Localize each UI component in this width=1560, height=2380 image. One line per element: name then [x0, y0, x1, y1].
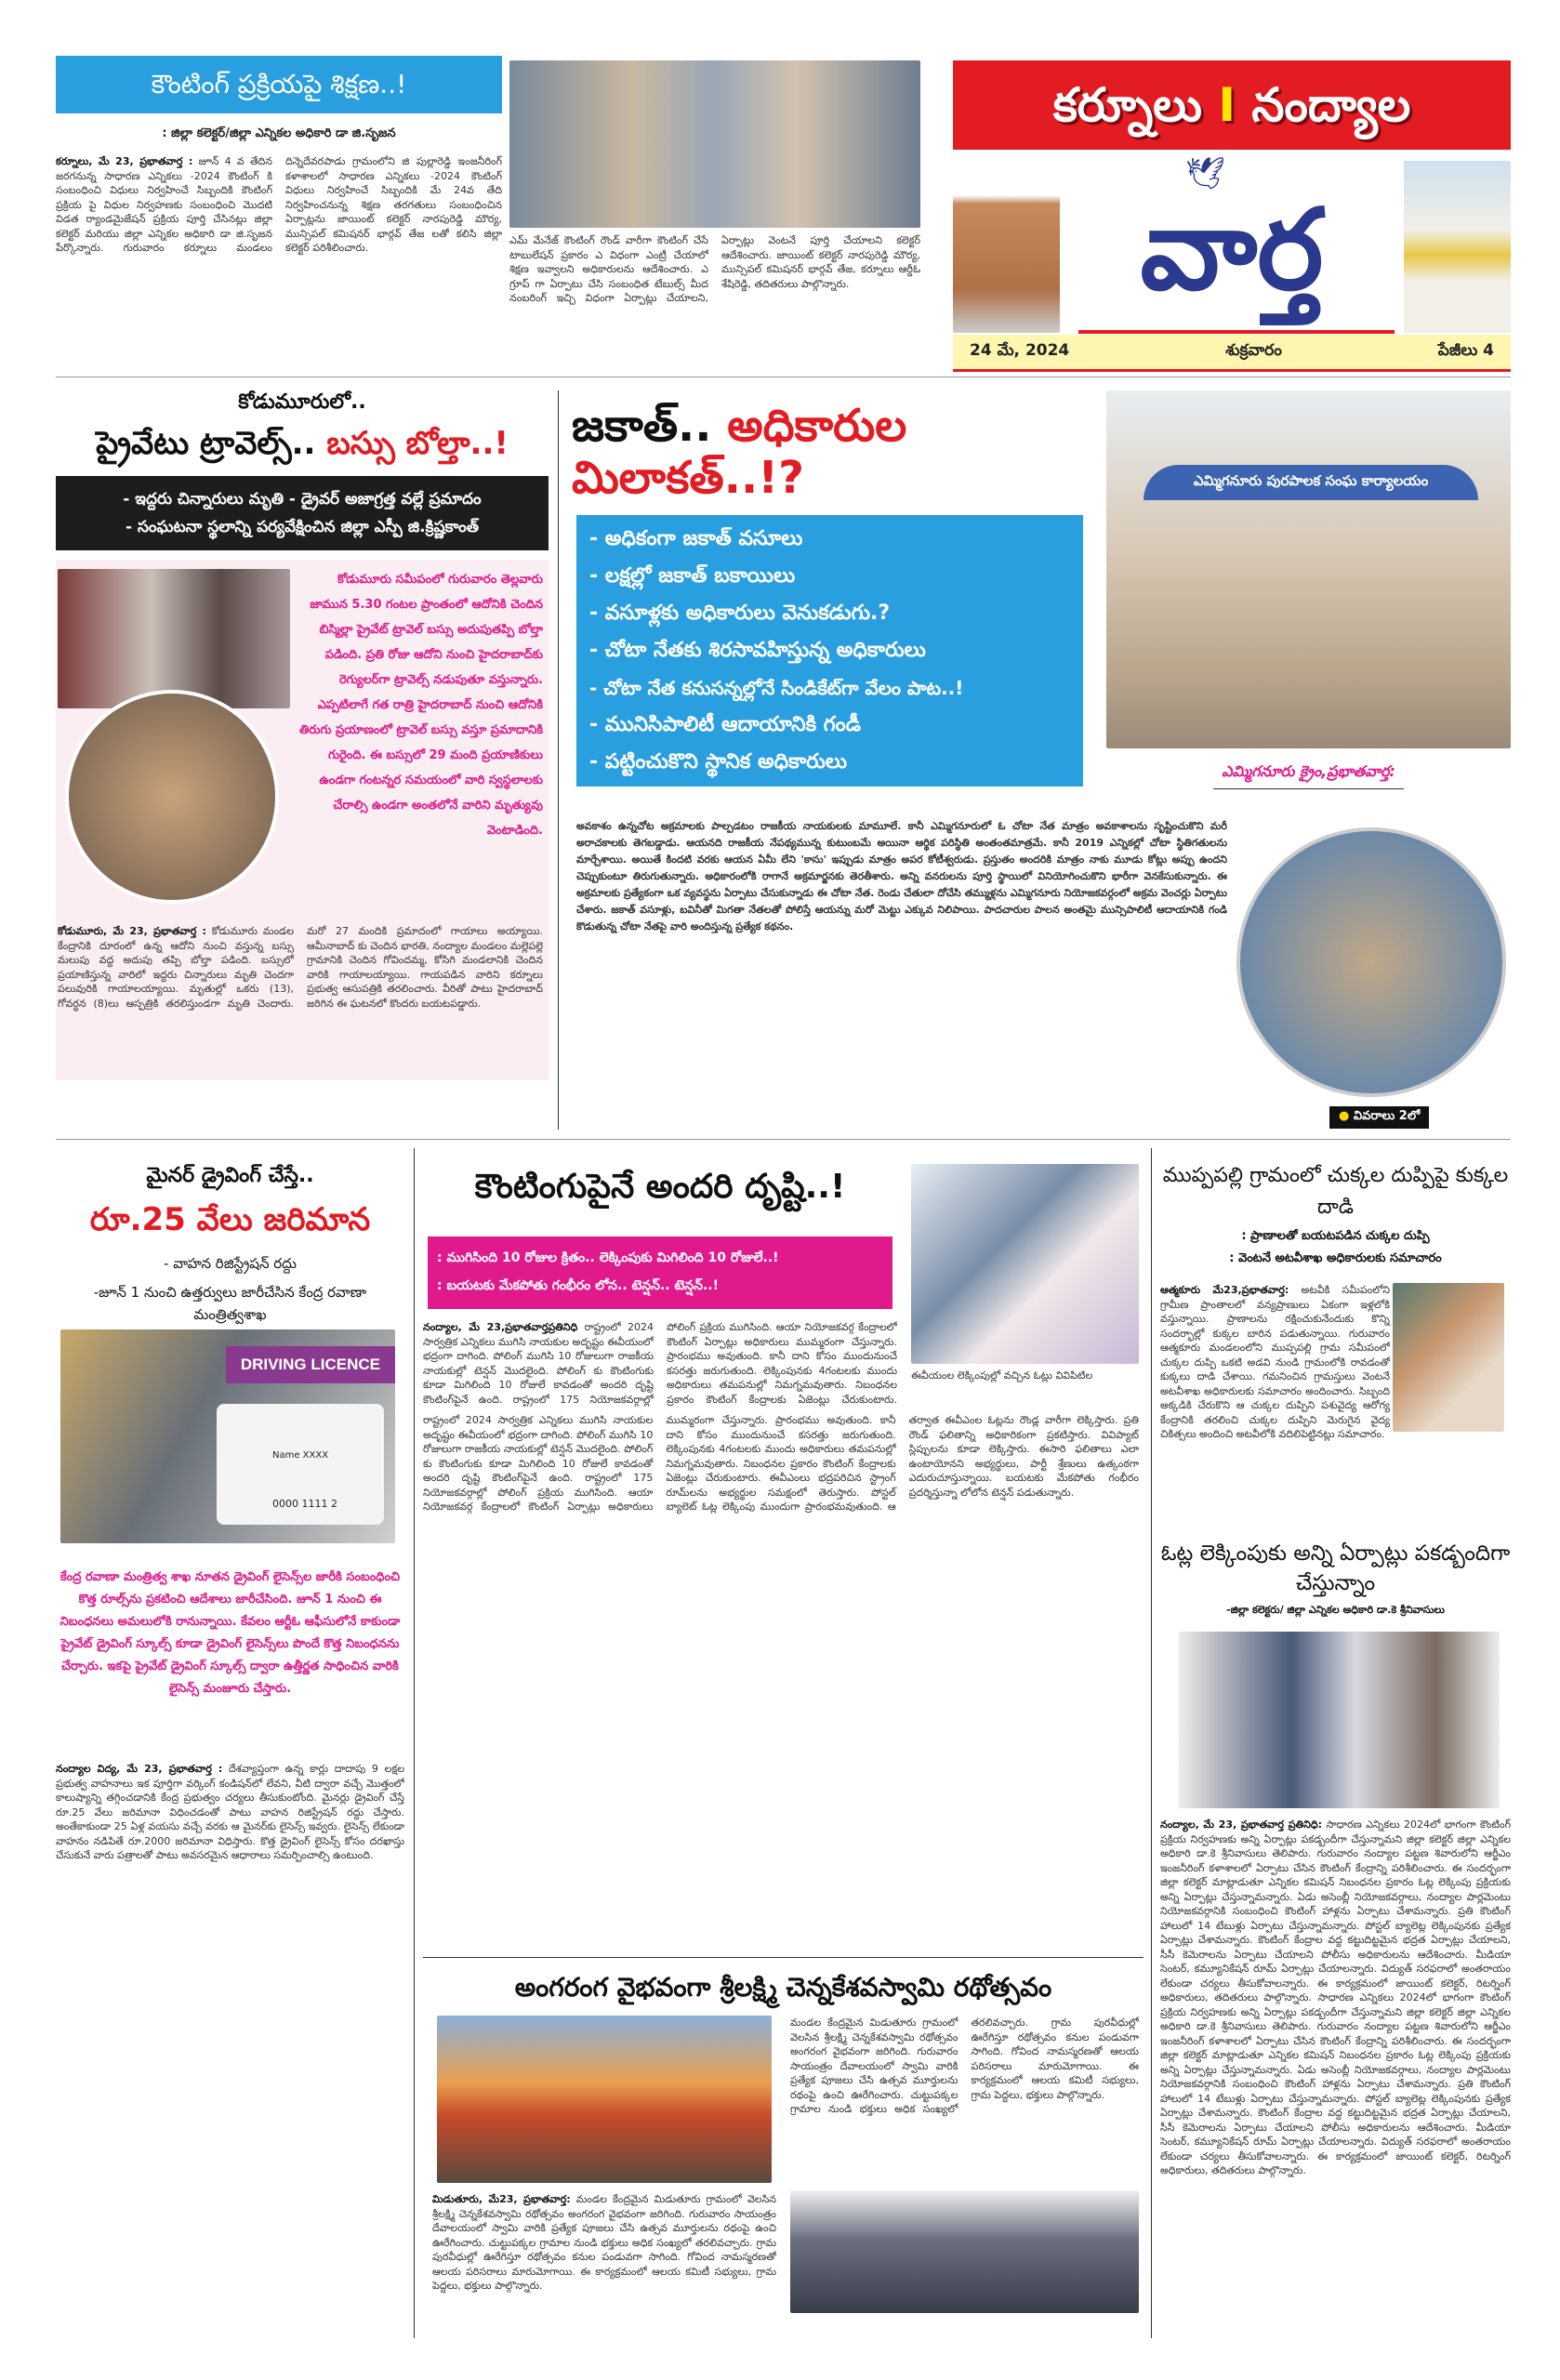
masthead	[953, 60, 1511, 372]
kicker: కోడుమూరులో..	[238, 390, 366, 414]
headline: కౌంటింగ్ ప్రక్రియపై శిక్షణ..!	[56, 56, 502, 113]
article-body: మిడుతూరు, మే23, ప్రభాతవార్త: మండల కేంద్రమైన మిడుతూరు గ్రామంలో వెలసిన శ్రీలక్ష్మి చెన్నకేశవస్వామి రథోత్సవం అంగరంగ వైభవంగా జరిగింది. గురువారం సాయంత్రం దేవాలయంలో స్వామి వారికి ప్రత్యేక పూజలు చేసి ఉత్సవ మూర్తులను రథంపై ఉంచి ఊరేగించారు. చుట్టుపక్కల గ్రామాల నుండి భక్తులు అధిక సంఖ్యలో తరలివచ్చారు. గ్రామ పురవీధుల్లో ఊరేగిస్తూ రథోత్సవం కనుల పండువగా సాగింది. గోవింద నామస్మరణతో ఆలయ పరిసరాలు మారుమోగాయి. ఈ కార్యక్రమంలో ఆలయ కమిటీ సభ్యులు, గ్రామ పెద్దలు, భక్తులు పాల్గొన్నారు.	[432, 2193, 776, 2292]
story-minor-driving: మైనర్ డ్రైవింగ్ చేస్తే.. రూ.25 వేలు జరిమాన - వాహన రిజిస్ట్రేషన్ రద్దు -జూన్ 1 నుంచి ఉత్తర్వులు జారీచేసిన కేంద్ర రవాణా మంత్రిత్వశాఖ DRIVING LICENCE Name XXXX 0000 1111 2 కేంద్ర రవాణా మంత్రిత్వ శాఖ నూతన డ్రైవింగ్ లైసెన్స్‌ల జారీకి సంబంధించి కొత్త రూల్స్‌ను ప్రకటించి ఆదేశాలు జారీచేసింది. జూన్ 1 నుంచి ఈ నిబంధనలు అమలులోకి రానున్నాయి. కేవలం ఆర్టీఓ ఆఫీసులోనే కాకుండా ప్రైవేట్ డ్రైవింగ్ స్కూల్స్ కూడా డ్రైవింగ్ లైసెన్స్‌లు పొందే కొత్త నిబంధనను చేర్చారు. ఇకపై ప్రైవేట్ డ్రైవింగ్ స్కూల్స్ ద్వారా ఉత్తీర్ణత సాధించిన వారికి లైసెన్స్ మంజూరు చేస్తారు. నంద్యాల విద్య, మే 23, ప్రభాతవార్త : దేశవ్యాప్తంగా ఉన్న కార్లు దాదాపు 9 లక్షల ప్రభుత్వ వాహనాలు ఇక పూర్తిగా వర్కింగ్ కండిషన్‌లో లేవని, వీటి ద్వారా వచ్చే మొత్తంలో కాలుష్యాన్ని తగ్గించడానికి కేంద్ర ప్రభుత్వం చర్యలు తీసుకుంటోంది. మైనర్లు డ్రైవింగ్ చేస్తే రూ.25 వేలు జరిమానా విధించడంతో పాటు వాహన రిజిస్ట్రేషన్ రద్దు చేస్తారు. అంతేకాకుండా 25 ఏళ్ల వయసు వచ్చే వరకు ఆ మైనర్‌కు లైసెన్స్ ఇవ్వరు. లైసెన్స్ లేకుండా వాహనం నడిపితే రూ.2000 జరిమానా విధిస్తారు. కొత్త డ్రైవింగ్ లైసెన్స్ కోసం దరఖాస్తు చేసుకునే వారు పత్రాలతో పాటు అవసరమైన ఆధారాలు సమర్పించాల్సి ఉంటుంది.	[56, 1153, 404, 2334]
date-bar	[953, 335, 1511, 372]
cattle-photo	[1236, 827, 1506, 1097]
story-counting-focus	[423, 1153, 1144, 1948]
divider	[56, 1139, 1511, 1140]
headline: కౌంటింగుపైనే అందరి దృష్టి..!	[474, 1168, 846, 1206]
lead-text: కోడుమూరు సమీపంలో గురువారం తెల్లవారు జామున 5.30 గంటల ప్రాంతంలో ఆదోనికి చెందిన బిస్మిల్లా ప్రైవేట్ ట్రావెల్ బస్సు అదుపుతప్పి బోల్తా పడింది. ప్రతి రోజు ఆదోని నుంచి హైదరాబాద్‌కు రెగ్యులర్‌గా ట్రావెల్స్ నడుపుతూ వస్తున్నారు. ఎప్పటిలాగే గత రాత్రి హైదరాబాద్ నుంచి ఆదోనికి తిరుగు ప్రయాణంలో ట్రావెల్ బస్సు వస్తూ ప్రమాదానికి గురైంది. ఈ బస్సులో 29 మంది ప్రయాణికులు ఉండగా గంటన్నర సమయంలో వారి స్వస్థలాలకు చేరాల్సి ఉండగా అంతలోనే వారిని మృత్యువు వెంటాడింది.	[299, 573, 543, 838]
article-body: నంద్యాల, మే 23, ప్రభాతవార్త ప్రతినిధి: సాధారణ ఎన్నికలు 2024లో భాగంగా కౌంటింగ్ ప్రక్రియ నిర్వహణకు అన్ని ఏర్పాట్లు పకడ్బందీగా చేస్తున్నామని జిల్లా కలెక్టర్ జిల్లా ఎన్నికల అధికారి డా.కె శ్రీనివాసులు తెలిపారు. గురువారం నంద్యాల పట్టణ శివారులోని ఆర్జీఎం ఇంజనీరింగ్ కళాశాలలో ఏర్పాటు చేసిన కౌంటింగ్ కేంద్రాన్ని పరిశీలించారు. ఈ సందర్భంగా జిల్లా కలెక్టర్ మాట్లాడుతూ ఎన్నికల కమిషన్ నిబంధనల ప్రకారం ఓట్ల లెక్కింపు ప్రక్రియకు అన్ని ఏర్పాట్లు చేస్తున్నామన్నారు. ఏడు అసెంబ్లీ నియోజకవర్గాలు, నంద్యాల పార్లమెంటు నియోజకవర్గానికి సంబంధించి కౌంటింగ్ హాళ్లను ఏర్పాటు చేశామన్నారు. ప్రతి కౌంటింగ్ హాలులో 14 టేబుళ్లు ఏర్పాటు చేస్తున్నామన్నారు. పోస్టల్ బ్యాలెట్ల లెక్కింపునకు ప్రత్యేక ఏర్పాట్లు చేశామన్నారు. కౌంటింగ్ కేంద్రాల వద్ద కట్టుదిట్టమైన భద్రత ఏర్పాట్లు చేయాలని, సీసీ కెమెరాలను ఏర్పాటు చేయాలని పోలీసు అధికారులను ఆదేశించారు. మీడియా సెంటర్, కమ్యూనికేషన్ రూమ్ ఏర్పాట్లు చేయాలన్నారు. విద్యుత్ సరఫరాలో అంతరాయం లేకుండా చర్యలు తీసుకోవాలన్నారు. ఈ కార్యక్రమంలో జాయింట్ కలెక్టర్, రిటర్నింగ్ అధికారులు, తదితరులు పాల్గొన్నారు. సాధారణ ఎన్నికలు 2024లో భాగంగా కౌంటింగ్ ప్రక్రియ నిర్వహణకు అన్ని ఏర్పాట్లు పకడ్బందీగా చేస్తున్నామని జిల్లా కలెక్టర్ జిల్లా ఎన్నికల అధికారి డా.కె శ్రీనివాసులు తెలిపారు. గురువారం నంద్యాల పట్టణ శివారులోని ఆర్జీఎం ఇంజనీరింగ్ కళాశాలలో ఏర్పాటు చేసిన కౌంటింగ్ కేంద్రాన్ని పరిశీలించారు. ఈ సందర్భంగా జిల్లా కలెక్టర్ మాట్లాడుతూ ఎన్నికల కమిషన్ నిబంధనల ప్రకారం ఓట్ల లెక్కింపు ప్రక్రియకు అన్ని ఏర్పాట్లు చేస్తున్నామన్నారు. ఏడు అసెంబ్లీ నియోజకవర్గాలు, నంద్యాల పార్లమెంటు నియోజకవర్గానికి సంబంధించి కౌంటింగ్ హాళ్లను ఏర్పాటు చేశామన్నారు. ప్రతి కౌంటింగ్ హాలులో 14 టేబుళ్లు ఏర్పాటు చేస్తున్నామన్నారు. పోస్టల్ బ్యాలెట్ల లెక్కింపునకు ప్రత్యేక ఏర్పాట్లు చేశామన్నారు. కౌంటింగ్ కేంద్రాల వద్ద కట్టుదిట్టమైన భద్రత ఏర్పాట్లు చేయాలని, సీసీ కెమెరాలను ఏర్పాటు చేయాలని పోలీసు అధికారులను ఆదేశించారు. మీడియా సెంటర్, కమ్యూనికేషన్ రూమ్ ఏర్పాట్లు చేయాలన్నారు. విద్యుత్ సరఫరాలో అంతరాయం లేకుండా చర్యలు తీసుకోవాలన్నారు. ఈ కార్యక్రమంలో జాయింట్ కలెక్టర్, రిటర్నింగ్ అధికారులు, తదితరులు పాల్గొన్నారు.	[1160, 1818, 1511, 2176]
headline: ముప్పపల్లి గ్రామంలో చుక్కల దుప్పిపై కుక్కల దాడి	[1162, 1164, 1509, 1219]
column-divider	[558, 390, 559, 1130]
evm-counting-photo	[911, 1164, 1139, 1364]
article-body: నంద్యాల, మే 23,ప్రభాతవార్తప్రతినిధి రాష్ట్రంలో 2024 సార్వత్రిక ఎన్నికలు ముగిసి నాయకుల అదృష్టం ఈవీయంలో భద్రంగా దాగింది. పోలింగ్ ముగిసి 10 రోజులుగా రాజకీయ నాయకుల్లో టెన్షన్ మొదలైంది. పోలింగ్ కు కౌంటింగుకు కూడా మిగిలింది 10 రోజులే కావడంతో అందరి దృష్టి కౌంటింగ్‌పైనే ఉంది. రాష్ట్రంలో 175 నియోజకవర్గాల్లో పోలింగ్ ప్రక్రియ ముగిసింది. ఆయా నియోజకవర్గ కేంద్రాలలో కౌంటింగ్ ఏర్పాట్లు అధికారులు ముమ్మరంగా చేస్తున్నారు. ప్రారంభము అవుతుంది. కానీ దాని కోసం ముందునుంచే కసరత్తు జరుగుతుంది. లెక్కింపునకు 4గంటలకు ముందు అధికారులు తమపనుల్లో నిమగ్నమవుతారు. నిబంధనల ప్రకారం కౌంటింగ్ కేంద్రాలకు ఏజెంట్లు చేరుకుంటారు.	[423, 1321, 897, 1406]
divider	[423, 1957, 1144, 1958]
issue-date: 24 మే, 2024	[970, 340, 1070, 360]
divider	[1213, 788, 1404, 789]
collector-photo	[1179, 1632, 1500, 1808]
subhead: -జిల్లా కలెక్టరు/ జిల్లా ఎన్నికల అధికారి డా.కె శ్రీనివాసులు	[1226, 1604, 1445, 1616]
kicker: మైనర్ డ్రైవింగ్ చేస్తే..	[146, 1164, 314, 1187]
article-body: అవకాశం ఉన్నచోట అక్రమాలకు పాల్పడటం రాజకీయ నాయకులకు మామూలే. కానీ ఎమ్మిగనూరులో ఓ చోటా నేత మాత్రం అవకాశాలను సృష్టించుకొని మరీ అరాచకాలకు తెగబడ్డాడు. ఆయనది రాజకీయ నేపథ్యమున్న కుటుంబమే అయినా ఆర్థిక పరిస్థితి అంతంతమాత్రమే. కానీ 2019 ఎన్నికల్లో చోటా స్థితిగతులను మార్చేశాయి. అయితే కిందటి వరకు ఆయన ఏమీ లేని 'కాసు' ఇప్పుడు మాత్రం అపర కోటీశ్వరుడు. ప్రస్తుతం అందరికి మాత్రం నాకు మూడు కోట్లు అప్పు ఉందని చెప్పుకుంటూ తిరుగుతున్నారు. అధికారంలోకి రాగానే అక్రమార్జనకు తెరతీశారు. అన్ని వనరులను పూర్తి స్థాయిలో వినియోగించుకొని భారీగా వెనకేసుకున్నారు. ఈ అక్రమాలకు ప్రత్యేకంగా ఒక వ్యవస్థను ఏర్పాటు చేసుకున్నాడు ఈ చోటా నేత. రెండు చేతులా దోచేసి తమ్ముళ్లను ఎమ్మిగనూరు నియోజకవర్గంలో అక్రమ వెంచర్లు ఏర్పాటు చేశారు. జకాత్ వసూళ్లు, బవినీతో మిగతా నేతలతో పోలిస్తే ఆయన్ను మరో మెట్టు ఎక్కువ నిలిపాయి. పాదచారుల పాలన అంతమై మున్సిపాలిటీ ఆదాయానికి గండి కొడుతున్న చోటా నేతపై వారి అందిస్తున్న ప్రత్యేక కథనం.	[576, 820, 1227, 932]
headline: ఓట్ల లెక్కింపుకు అన్ని ఏర్పాట్లు పకడ్బందిగా చేస్తున్నాం	[1160, 1541, 1511, 1595]
story-temple	[423, 1957, 1144, 2375]
highlights-box: - అధికంగా జకాత్ వసూలు - లక్షల్లో జకాత్ బకాయిలు - వసూళ్లకు అధికారులు వెనుకడుగు.? - చోటా నేతకు శిరసావహిస్తున్న అధికారులు - చోటా నేత కనుసన్నల్లోనే సిండికేట్‌గా వేలం పాట..! - మునిసిపాలిటీ ఆదాయానికి గండీ - పట్టించుకొని స్థానిక అధికారులు	[576, 515, 1083, 787]
edition-banner: కర్నూలు I నంద్యాల	[953, 60, 1511, 150]
municipal-office-photo: ఎమ్మిగనూరు పురపాలక సంఘ కార్యాలయం	[1106, 390, 1511, 748]
licence-card: Name XXXX 0000 1111 2	[217, 1404, 384, 1525]
issue-day: శుక్రవారం	[1225, 340, 1282, 360]
headline: అంగరంగ వైభవంగా శ్రీలక్ష్మి చెన్నకేశవస్వామి రథోత్సవం	[514, 1972, 1052, 2003]
headline: జకాత్.. అధికారుల మిలాకత్..!?	[572, 400, 907, 504]
temple-content	[423, 2016, 1144, 2318]
story-jakat	[572, 381, 1511, 1130]
accident-photo	[65, 690, 279, 904]
subhead: : జిల్లా కలెక్టర్/జిల్లా ఎన్నికల అధికారి డా జి.సృజన	[162, 126, 396, 140]
lead-text: కేంద్ర రవాణా మంత్రిత్వ శాఖ నూతన డ్రైవింగ్ లైసెన్స్‌ల జారీకి సంబంధించి కొత్త రూల్స్‌ను ప్రకటించి ఆదేశాలు జారీచేసింది. జూన్ 1 నుంచి ఈ నిబంధనలు అమలులోకి రానున్నాయి. కేవలం ఆర్టీఓ ఆఫీసులోనే కాకుండా ప్రైవేట్ డ్రైవింగ్ స్కూల్స్ కూడా డ్రైవింగ్ లైసెన్స్‌లు పొందే కొత్త నిబంధనను చేర్చారు. ఇకపై ప్రైవేట్ డ్రైవింగ్ స్కూల్స్ ద్వారా ఉత్తీర్ణత సాధించిన వారికి లైసెన్స్ మంజూరు చేస్తారు.	[59, 1570, 401, 1696]
article-body: ఆత్మకూరు మే23,ప్రభాతవార్త: అటవీకి సమీపంలోని గ్రామీణ ప్రాంతాలలో వన్యప్రాణులు ఏకంగా ఇళ్లలోకి వస్తున్నాయి. ప్రాణాలను రక్షించుకునేందుకు కొన్ని సందర్భాల్లో కుక్కల బారిన పడుతున్నాయి. గురువారం ఆత్మకూరు మండలంలోని ముప్పపల్లి గ్రామ సమీపంలో చుక్కల దుప్పి ఒకటి అడవి నుండి గ్రామంలోకి రావడంతో కుక్కలు దాడి చేశాయి. గమనించిన గ్రామస్తులు వెంటనే అటవీశాఖ అధికారులకు సమాచారం అందించారు. సిబ్బంది అక్కడికి చేరుకొని ఆ చుక్కల దుప్పిని పశువైద్య ఆరోగ్య కేంద్రానికి తరలించి చుక్కల దుప్పిని మెరుగైన వైద్య చికిత్సలు అందించి అటవీలోకి వదిలిపెట్టినట్లు సమాచారం.	[1160, 1284, 1391, 1440]
more-details-link[interactable]: ● వివరాలు 2లో	[1329, 1106, 1429, 1129]
fort-photo	[953, 161, 1060, 333]
article-body-right: మండల కేంద్రమైన మిడుతూరు గ్రామంలో వెలసిన శ్రీలక్ష్మి చెన్నకేశవస్వామి రథోత్సవం అంగరంగ వైభవంగా జరిగింది. గురువారం సాయంత్రం దేవాలయంలో స్వామి వారికి ప్రత్యేక పూజలు చేసి ఉత్సవ మూర్తులను రథంపై ఉంచి ఊరేగించారు. చుట్టుపక్కల గ్రామాల నుండి భక్తులు అధిక సంఖ్యలో తరలివచ్చారు. గ్రామ పురవీధుల్లో ఊరేగిస్తూ రథోత్సవం కనుల పండువగా సాగింది. గోవింద నామస్మరణతో ఆలయ పరిసరాలు మారుమోగాయి. ఈ కార్యక్రమంలో ఆలయ కమిటీ సభ్యులు, గ్రామ పెద్దలు, భక్తులు పాల్గొన్నారు.	[790, 2016, 1139, 2115]
headline: ప్రైవేటు ట్రావెల్స్.. బస్సు బోల్తా..!	[96, 425, 509, 462]
headline-column	[572, 400, 1088, 787]
story-vote-counting-arrangements	[1160, 1539, 1511, 2334]
article-body: నంద్యాల విద్య, మే 23, ప్రభాతవార్త : దేశవ్యాప్తంగా ఉన్న కార్లు దాదాపు 9 లక్షల ప్రభుత్వ వాహనాలు ఇక పూర్తిగా వర్కింగ్ కండిషన్‌లో లేవని, వీటి ద్వారా వచ్చే మొత్తంలో కాలుష్యాన్ని తగ్గించడానికి కేంద్ర ప్రభుత్వం చర్యలు తీసుకుంటోంది. మైనర్లు డ్రైవింగ్ చేస్తే రూ.25 వేలు జరిమానా విధించడంతో పాటు వాహన రిజిస్ట్రేషన్ రద్దు చేస్తారు. అంతేకాకుండా 25 ఏళ్ల వయసు వచ్చే వరకు ఆ మైనర్‌కు లైసెన్స్ ఇవ్వరు. లైసెన్స్ లేకుండా వాహనం నడిపితే రూ.2000 జరిమానా విధిస్తారు. కొత్త డ్రైవింగ్ లైసెన్స్ కోసం దరఖాస్తు చేసుకునే వారు పత్రాలతో పాటు అవసరమైన ఆధారాలు సమర్పించాల్సి ఉంటుంది.	[56, 1763, 404, 1861]
highlights-box: : ముగిసింది 10 రోజుల క్రితం.. లెక్కింపుకు మిగిలింది 10 రోజులే..! : బయటకు మేకపోతు గంభీరం లోన.. టెన్షన్.. టెన్షన్..!	[428, 1236, 892, 1309]
photo-caption: ఈవీయంల లెక్కింపుల్లో వచ్చిన ఓట్లు వివిపిటిల	[911, 1369, 1093, 1382]
headline: రూ.25 వేలు జరిమాన	[89, 1201, 371, 1238]
article-body-continued: రాష్ట్రంలో 2024 సార్వత్రిక ఎన్నికలు ముగిసి నాయకుల అదృష్టం ఈవీయంలో భద్రంగా దాగింది. పోలింగ్ ముగిసి 10 రోజులుగా రాజకీయ నాయకుల్లో టెన్షన్ మొదలైంది. పోలింగ్ కు కౌంటింగుకు కూడా మిగిలింది 10 రోజులే కావడంతో అందరి దృష్టి కౌంటింగ్‌పైనే ఉంది. రాష్ట్రంలో 175 నియోజకవర్గాల్లో పోలింగ్ ప్రక్రియ ముగిసింది. ఆయా నియోజకవర్గ కేంద్రాలలో కౌంటింగ్ ఏర్పాట్లు అధికారులు ముమ్మరంగా చేస్తున్నారు. ప్రారంభము అవుతుంది. కానీ దాని కోసం ముందునుంచే కసరత్తు జరుగుతుంది. లెక్కింపునకు 4గంటలకు ముందు అధికారులు తమపనుల్లో నిమగ్నమవుతారు. నిబంధనల ప్రకారం కౌంటింగ్ కేంద్రాలకు ఏజెంట్లు చేరుకుంటారు. ఈవీఎంలు భద్రపరిచిన స్ట్రాంగ్ రూమ్‌లను అభ్యర్థుల సమక్షంలో తెరుస్తారు. పోస్టల్ బ్యాలెట్ ఓట్ల లెక్కింపు ముందుగా ప్రారంభమవుతుంది. ఆ తర్వాత ఈవీఎంల ఓట్లను రౌండ్ల వారీగా లెక్కిస్తారు. ప్రతి రౌండ్ ఫలితాన్ని అధికారికంగా ప్రకటిస్తారు. వివిప్యాట్ స్లిప్పులను కూడా లెక్కిస్తారు. ఈసారి ఫలితాలు ఎలా ఉంటాయోనని అభ్యర్థులు, పార్టీ శ్రేణులు ఉత్కంఠగా ఎదురుచూస్తున్నాయి. బయటకు మేకపోతు గంభీరం ప్రదర్శిస్తున్నా లోలోన టెన్షన్ పడుతున్నారు.	[423, 1414, 1139, 1513]
highlights-box: - ఇద్దరు చిన్నారులు మృతి - డ్రైవర్ అజాగ్రత్త వల్లే ప్రమాదం - సంఘటనా స్థలాన్ని పర్యవేక్షించిన జిల్లా ఎస్పీ జి.క్రిష్ణకాంత్	[56, 476, 549, 550]
page-count: పేజీలు 4	[1437, 340, 1494, 360]
bullet-icon: ●	[1339, 1109, 1350, 1123]
story-deer: ముప్పపల్లి గ్రామంలో చుక్కల దుప్పిపై కుక్కల దాడి : ప్రాణాలతో బయటపడిన చుక్కల దుప్పి : వెంటనే అటవీశాఖ అధికారులకు సమాచారం ఆత్మకూరు మే23,ప్రభాతవార్త: అటవీకి సమీపంలోని గ్రామీణ ప్రాంతాలలో వన్యప్రాణులు ఏకంగా ఇళ్లలోకి వస్తున్నాయి. ప్రాణాలను రక్షించుకునేందుకు కొన్ని సందర్భాల్లో కుక్కల బారిన పడుతున్నాయి. గురువారం ఆత్మకూరు మండలంలోని ముప్పపల్లి గ్రామ సమీపంలో చుక్కల దుప్పి ఒకటి అడవి నుండి గ్రామంలోకి రావడంతో కుక్కలు దాడి చేశాయి. గమనించిన గ్రామస్తులు వెంటనే అటవీశాఖ అధికారులకు సమాచారం అందించారు. సిబ్బంది అక్కడికి చేరుకొని ఆ చుక్కల దుప్పిని పశువైద్య ఆరోగ్య కేంద్రానికి తరలించి చుక్కల దుప్పిని మెరుగైన వైద్య చికిత్సలు అందించి అటవీలోకి వదిలిపెట్టినట్లు సమాచారం.	[1160, 1153, 1511, 1534]
story-bus-accident	[56, 381, 549, 1134]
article-body: కోడుమూరు, మే 23, ప్రభాతవార్త : కోడుమూరు మండల కేంద్రానికి దూరంలో ఉన్న ఆదోని నుంచి వస్తున్న బస్సు మలుపు వద్ద అదుపు తప్పి బోల్తా పడింది. బస్సులో ప్రయాణిస్తున్న వారిలో ఇద్దరు చిన్నారులు మృతి చెందగా పలువురికి గాయాలయ్యాయి. మృతుల్లో ఒకరు (13), గోవర్ధన (8)లు ఆస్పత్రికి తరలిస్తుండగా మృతి చెందారు. మరో 27 మందికి ప్రమాదంలో గాయాలు అయ్యాయి. ఆమీనాబాద్ కు చెందిన భారతి, నంద్యాల మండలం మల్లెపల్లె గ్రామానికి చెందిన గోవిందమ్మ, కోసిగి మండలానికి చెందిన వారికి గాయాలయ్యాయి. గాయపడిన వారిని కర్నూలు ప్రభుత్వ ఆసుపత్రికి తరలించారు. వీరితో పాటు హైదరాబాద్ జరిగిన ఈ ఘటనలో కొందరు బయటపడ్డారు.	[58, 925, 543, 1010]
article-panel	[56, 560, 549, 1080]
article-body: ఎమ్ మేనేజ్ కౌంటింగ్ రౌండ్ వారీగా కౌంటింగ్ చేసే టాబులేషన్ ప్రకారం ఎ విధంగా ఎంట్రీ చేయాలో శిక్షణ ఇవ్వాలని అధికారులను ఆదేశించారు. ఎ గ్రూప్ గా ఏర్పాటు చేసి సంబంధిత టేబుల్స్ మీద నంబరింగ్ ఇచ్చి విధంగా ఏర్పాట్లు చేయాలని, ఏర్పాట్లు వెంటనే పూర్తి చేయాలని కలెక్టర్ ఆదేశించారు. జాయింట్ కలెక్టర్ నారపురెడ్డి మౌర్య, మున్సిపల్ కమిషనర్ భార్గవ్ తేజ, కర్నూలు ఆర్డీఓ శేషిరెడ్డి, తదితరులు పాల్గొన్నారు.	[509, 234, 920, 304]
news-photo	[509, 60, 920, 228]
dateline: ఎమ్మిగనూరు క్రైం,ప్రభాతవార్త:	[1222, 762, 1395, 780]
driving-licence-photo: DRIVING LICENCE Name XXXX 0000 1111 2	[60, 1329, 395, 1543]
dove-icon: 🕊	[1185, 155, 1226, 192]
story-counting-training	[56, 56, 502, 367]
bus-photo	[58, 569, 290, 708]
crowd-photo	[790, 2190, 1139, 2313]
column-divider	[1151, 1148, 1152, 2338]
article-body: కర్నూలు, మే 23, ప్రభాతవార్త : జూన్ 4 వ తేదిన జరగనున్న సాధారణ ఎన్నికలు -2024 కౌంటింగ్ కి సంబంధించి విధులు నిర్వహించే సిబ్బందికి కౌంటింగ్ ప్రక్రియ పై విధుల నిర్వహణకు సంబంధించి మొదటి విడత ర్యాండమైజేషన్ ప్రక్రియ పూర్తి చేసినట్లు జిల్లా కలెక్టర్ మరియు జిల్లా ఎన్నికల అధికారి డా జి.సృజన పేర్కొన్నారు. గురువారం కర్నూలు మండలం దిన్నెదేవరపాడు గ్రామంలోని జి పుల్లారెడ్డి ఇంజనీరింగ్ కళాశాలలో సాధారణ ఎన్నికలు -2024 కౌంటింగ్ విధులు నిర్వహించే సిబ్బందికి మే 24వ తేది నిర్వహించనున్న శిక్షణ తరగతులు సంబంధించిన ఏర్పాట్లను జాయింట్ కలెక్టర్ నారపురెడ్డి మౌర్య, మున్సిపల్ కమిషనర్ భార్గవ్ తేజ లతో కలిసి జిల్లా కలెక్టర్ పరిశీలించారు.	[56, 155, 502, 254]
story-photo-top	[509, 60, 920, 367]
logo: వార్త	[1140, 186, 1324, 315]
nandi-photo	[1404, 161, 1511, 333]
dateline: కర్నూలు, మే 23, ప్రభాతవార్త :	[56, 155, 193, 167]
logo-underline	[1078, 330, 1395, 334]
chariot-photo	[437, 2016, 772, 2183]
column-divider	[414, 1148, 415, 2338]
